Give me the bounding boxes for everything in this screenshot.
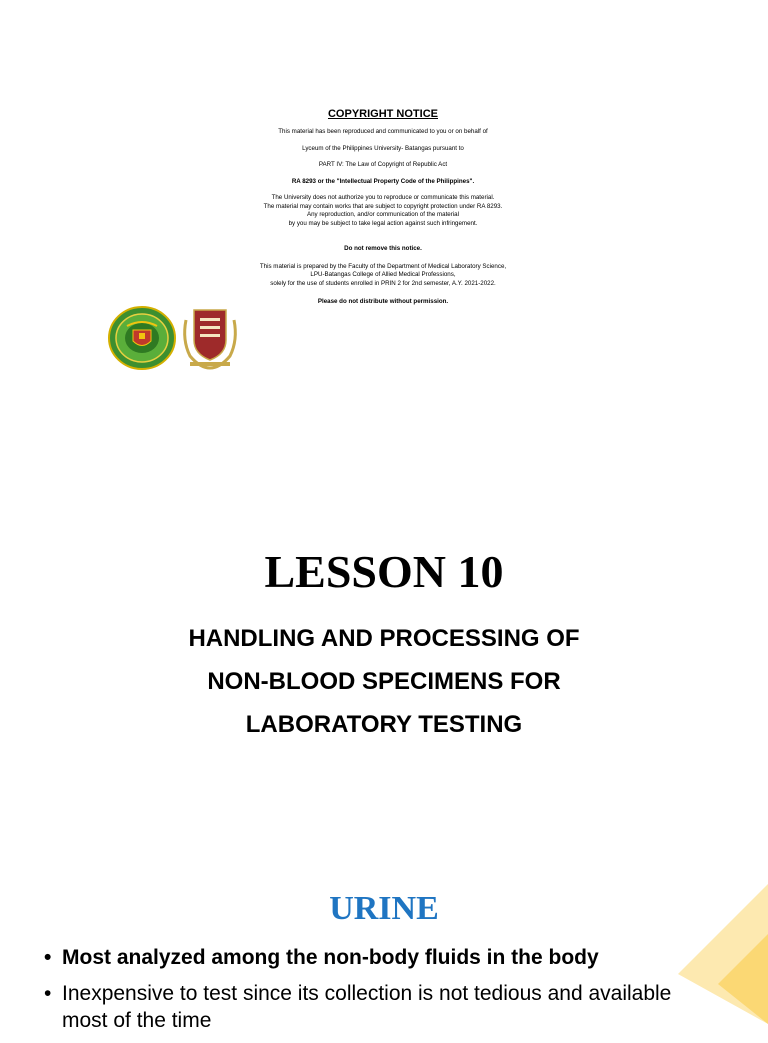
- camp-crest-logo: [180, 306, 240, 370]
- notice-line: The material may contain works that are subject to copyright protection under RA 8293.: [263, 202, 503, 210]
- list-item: [42, 980, 682, 1034]
- bullet-icon: •: [44, 982, 52, 1005]
- section-heading: URINE: [329, 890, 439, 927]
- bullet-icon: •: [44, 946, 52, 969]
- subtitle-line: HANDLING AND PROCESSING OF: [188, 625, 580, 652]
- subtitle-line: NON-BLOOD SPECIMENS FOR: [207, 668, 561, 695]
- lesson-subtitle: [0, 617, 768, 746]
- corner-decoration: [678, 884, 768, 1024]
- bullet-list: [42, 944, 682, 1043]
- permission-notice: Please do not distribute without permission.: [317, 298, 449, 305]
- list-item: [42, 944, 682, 971]
- notice-line: This material has been reproduced and communicated to you or on behalf of: [278, 128, 488, 135]
- notice-line: RA 8293 or the "Intellectual Property Code of the Philippines".: [291, 177, 475, 185]
- copyright-notice: [150, 108, 616, 307]
- do-not-remove: Do not remove this notice.: [344, 245, 422, 252]
- lpu-seal-logo: [108, 306, 176, 370]
- logos: [108, 306, 243, 372]
- lesson-title: LESSON 10: [264, 546, 504, 597]
- bullet-text: Most analyzed among the non-body fluids in the body: [62, 946, 599, 969]
- notice-line: by you may be subject to take legal action against such infringement.: [288, 219, 478, 227]
- bullet-text: Inexpensive to test since its collection is not tedious and available most of the time: [62, 982, 672, 1032]
- copyright-title: COPYRIGHT NOTICE: [327, 108, 438, 120]
- notice-line: Any reproduction, and/or communication of the material: [306, 211, 460, 218]
- notice-line: This material is prepared by the Faculty of the Department of Medical Laboratory Science,: [259, 262, 507, 270]
- notice-line: PART IV: The Law of Copyright of Republic Act: [318, 161, 448, 168]
- notice-line: Lyceum of the Philippines University- Batangas pursuant to: [302, 144, 464, 152]
- notice-line: The University does not authorize you to reproduce or communicate this material.: [271, 194, 495, 201]
- subtitle-line: LABORATORY TESTING: [245, 711, 523, 738]
- notice-line: LPU-Batangas College of Allied Medical Professions,: [310, 271, 456, 278]
- notice-line: solely for the use of students enrolled in PRIN 2 for 2nd semester, A.Y. 2021-2022.: [270, 279, 496, 287]
